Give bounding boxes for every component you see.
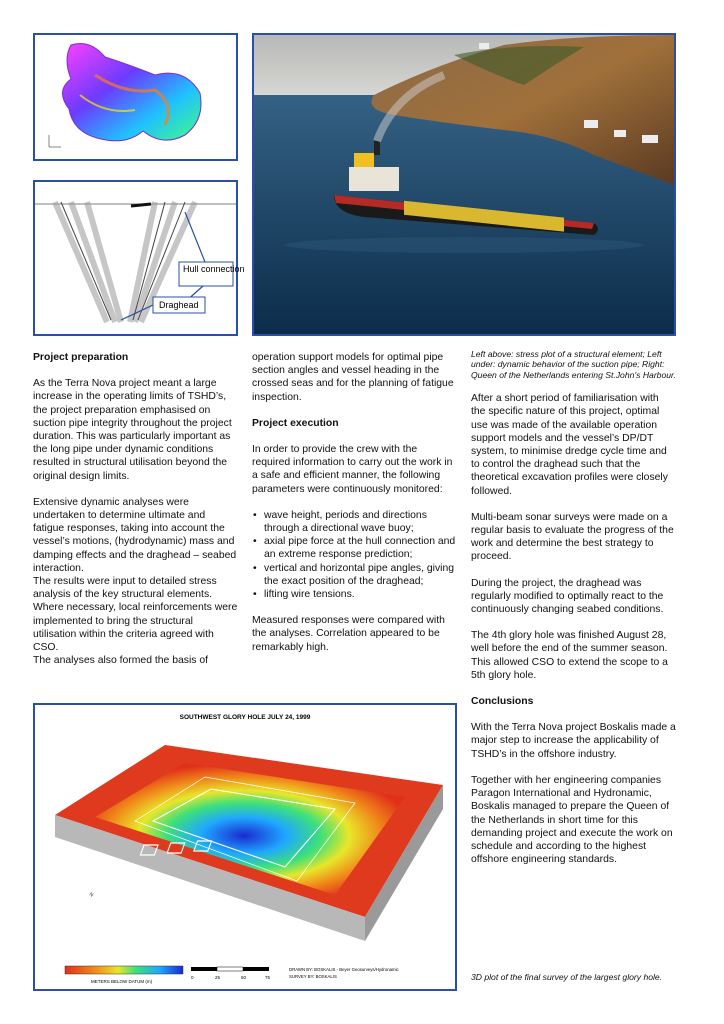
paragraph: The analyses also formed the basis of — [33, 655, 209, 667]
paragraph: The 4th glory hole was finished August 28, well before the end of the summer season. This allowed CSO to extend the scope to a 5th glory hole. — [471, 630, 668, 681]
ship-photo-icon — [254, 35, 674, 334]
project-preparation-heading: Project preparation — [33, 352, 129, 363]
ship-photo-figure — [252, 33, 676, 336]
hull-connection-label: Hull connection — [183, 264, 245, 274]
monitored-parameters-list — [252, 509, 457, 601]
depth-legend-bar — [65, 966, 183, 974]
scale-tick: 0 — [191, 975, 194, 980]
stress-plot-figure — [33, 33, 238, 161]
paragraph: As the Terra Nova project meant a large increase in the operating limits of TSHD’s, the project preparation emphasised on suction pipe integrity throughout the project duration. This was particularly important as the long pipe under dynamic conditions resulted in structural utilisation beyond the original design limits. — [33, 378, 232, 482]
list-item: • lifting wire tensions. — [264, 588, 457, 601]
paragraph: The results were input to detailed stress analysis of the key structural elements. Where necessary, local reinforcements were implemented to bring the structural utilisation within the criteria agreed with CSO. — [33, 576, 238, 654]
project-execution-heading: Project execution — [252, 417, 339, 429]
scale-tick: 75 — [265, 975, 271, 980]
legend-label: METERS BELOW DATUM (m) — [91, 979, 153, 984]
glory-hole-caption: 3D plot of the final survey of the largest glory hole. — [471, 972, 663, 982]
scale-tick: 25 — [215, 975, 221, 980]
column-project-execution — [252, 351, 457, 667]
conclusions-heading: Conclusions — [471, 696, 534, 708]
photo-caption: Left above: stress plot of a structural element; Left under: dynamic behavior of the suction pipe; Right: Queen of the Netherlands entering St.John’s Harbour. — [471, 349, 676, 380]
glory-hole-figure — [33, 703, 457, 991]
paragraph: With the Terra Nova project Boskalis made a major step to increase the applicability of TSHD’s in the offshore industry. — [471, 722, 676, 760]
column-project-preparation — [33, 351, 238, 667]
paragraph: Together with her engineering companies Paragon International and Hydronamic, Boskalis managed to prepare the Queen of the Netherlands in short time for this demanding project and execute the work on schedule and according to the highest offshore engineering standards. — [471, 774, 673, 866]
paragraph: After a short period of familiarisation with the specific nature of this project, optimal use was made of the available operation support models and the vessel’s DP/DT system, to minimise dredge cycle time and to control the draghead such that the theoretical excavation profiles were closely followed. — [471, 393, 668, 497]
paragraph: operation support models for optimal pipe section angles and vessel heading in the crossed seas and for the planning of fatigue inspection. — [252, 352, 454, 403]
stress-plot-icon — [35, 35, 236, 159]
credit-line: SURVEY BY: BOSKALIS — [289, 974, 337, 979]
paragraph: Extensive dynamic analyses were undertaken to determine ultimate and fatigue responses, taking into account the vessel’s motions, (hydrodynamic) mass and damping effects and the draghead – seabed interaction. — [33, 496, 237, 574]
scale-tick: 50 — [241, 975, 247, 980]
paragraph: Measured responses were compared with the analyses. Correlation appeared to be remarkably high. — [252, 615, 445, 653]
list-item: • axial pipe force at the hull connection and an extreme response prediction; — [264, 535, 457, 561]
draghead-label: Draghead — [159, 300, 199, 310]
plot-title: SOUTHWEST GLORY HOLE JULY 24, 1999 — [179, 714, 311, 721]
list-item: • vertical and horizontal pipe angles, giving the exact position of the draghead; — [264, 562, 457, 588]
suction-pipe-diagram — [35, 182, 245, 334]
list-item: • wave height, periods and directions through a directional wave buoy; — [264, 509, 457, 535]
svg-text:N: N — [88, 891, 95, 899]
paragraph: Multi-beam sonar surveys were made on a regular basis to evaluate the progress of the work and determine the best strategy to proceed. — [471, 511, 674, 563]
paragraph: In order to provide the crew with the required information to carry out the work in a safe and efficient manner, the following parameters were continuously monitored: — [252, 444, 453, 495]
pipe-behavior-figure — [33, 180, 245, 336]
glory-hole-3d-plot — [35, 705, 455, 989]
credit-line: DRAWN BY: BOSKALIS - Beyer Geosurveys/Hydronamic — [289, 967, 399, 972]
paragraph: During the project, the draghead was regularly modified to optimally react to the continuously changing seabed conditions. — [471, 577, 664, 616]
column-conclusions — [471, 349, 676, 879]
